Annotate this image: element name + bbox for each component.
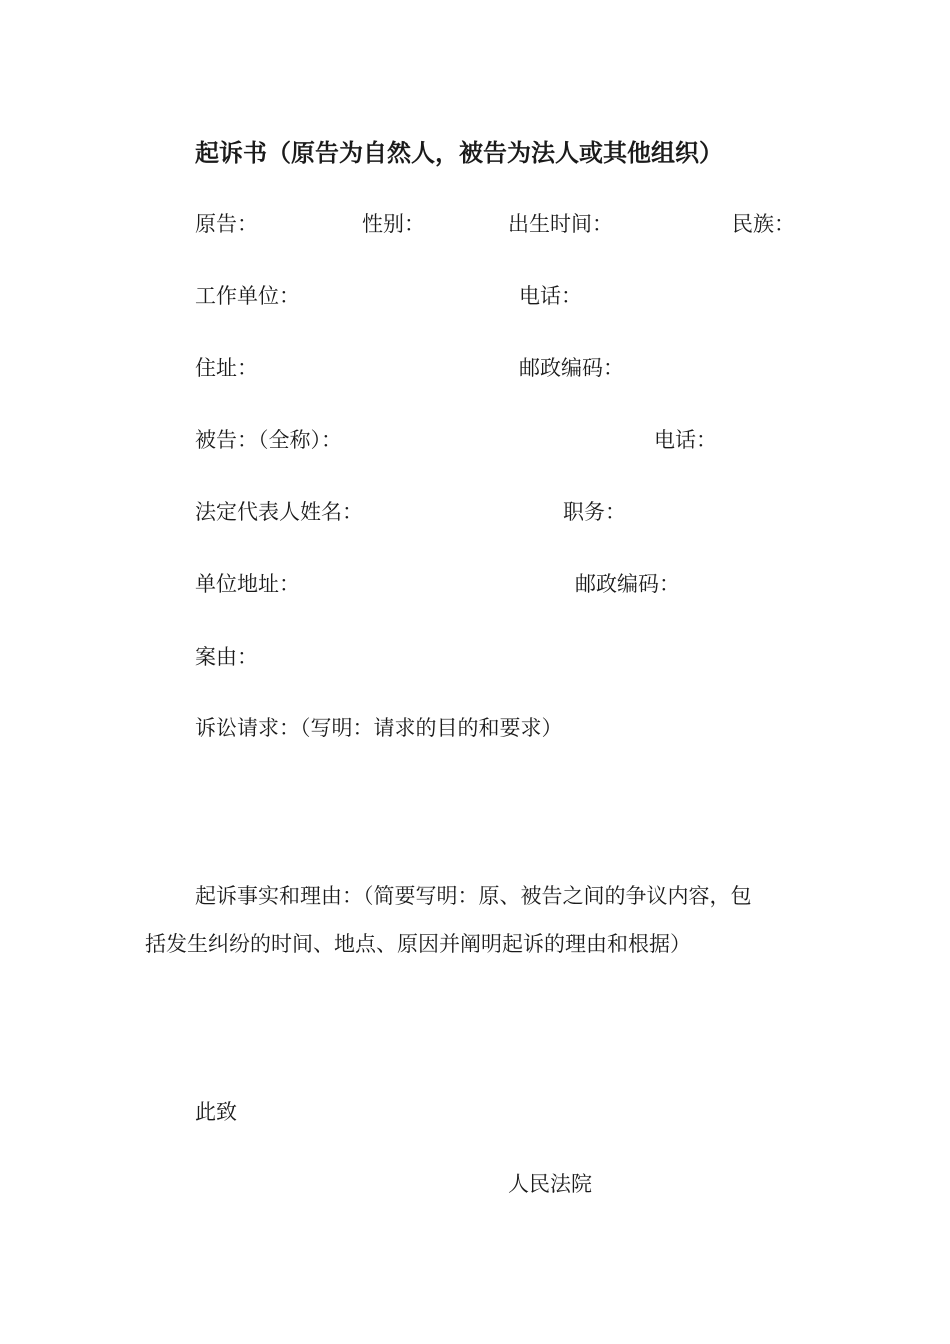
defendant-phone-label: 电话：: [654, 428, 717, 452]
defendant-name-label: 被告：（全称）：: [195, 428, 342, 452]
plaintiff-gender-label: 性别：: [362, 212, 425, 236]
plaintiff-ethnicity-label: 民族：: [732, 212, 795, 236]
defendant-position-label: 职务：: [563, 500, 626, 524]
case-facts-line-1: 起诉事实和理由：（简要写明：原、被告之间的争议内容，包: [195, 884, 752, 908]
plaintiff-address-label: 住址：: [195, 356, 258, 380]
closing-salutation: 此致: [195, 1100, 237, 1124]
plaintiff-postcode-label: 邮政编码：: [519, 356, 624, 380]
plaintiff-phone-label: 电话：: [519, 284, 582, 308]
closing-court: 人民法院: [508, 1172, 592, 1196]
plaintiff-birth-label: 出生时间：: [508, 212, 613, 236]
defendant-legal-rep-label: 法定代表人姓名：: [195, 500, 363, 524]
case-cause-label: 案由：: [195, 645, 258, 669]
case-facts-line-2: 括发生纠纷的时间、地点、原因并阐明起诉的理由和根据）: [145, 932, 691, 956]
document-title: 起诉书（原告为自然人，被告为法人或其他组织）: [195, 138, 723, 167]
plaintiff-workplace-label: 工作单位：: [195, 284, 300, 308]
case-claims-label: 诉讼请求：（写明：请求的目的和要求）: [195, 716, 563, 740]
defendant-address-label: 单位地址：: [195, 572, 300, 596]
plaintiff-name-label: 原告：: [195, 212, 258, 236]
defendant-postcode-label: 邮政编码：: [575, 572, 680, 596]
